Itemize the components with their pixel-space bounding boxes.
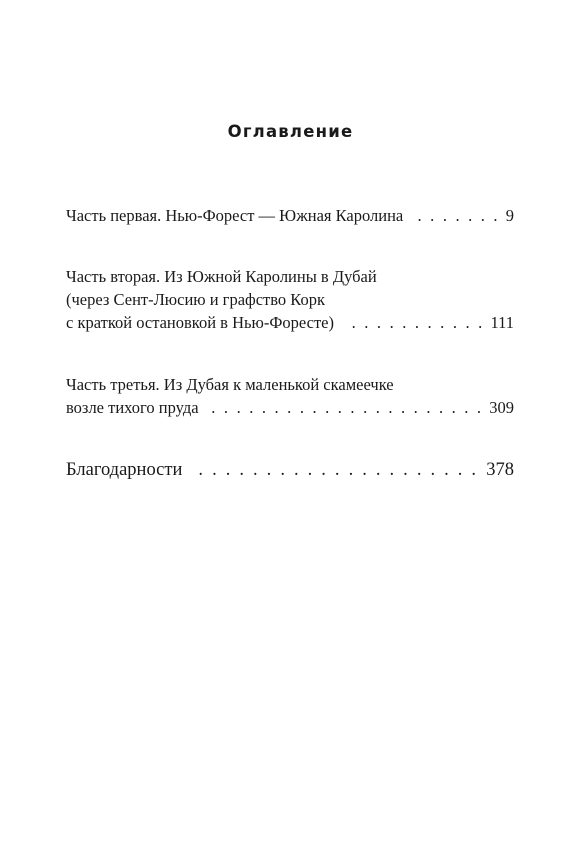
toc-entry-title: Часть первая. Нью-Форест — Южная Каролина [66,206,404,225]
dot-leader [196,459,478,482]
toc-page-number: 378 [486,460,514,480]
dot-leader [207,396,484,419]
toc-entry-line [66,459,514,482]
toc-entry-title: Благодарности [66,460,183,480]
dot-leader [411,204,500,227]
toc-entry-line [66,204,514,227]
toc-entry-title: Часть вторая. Из Южной Каролины в Дубай [66,267,377,286]
toc-page-number: 111 [490,313,514,332]
toc-entry-line [66,288,514,311]
toc-entry-part-three[interactable] [66,373,514,419]
toc-entry-title: Часть третья. Из Дубая к маленькой скамеечке [66,375,394,394]
dot-leader [342,311,484,334]
toc-entry-part-one[interactable] [66,204,514,227]
toc-entry-line [66,311,514,334]
toc-entry-line [66,396,514,419]
toc-heading: Оглавление [227,122,354,141]
toc-entry-title-continued: (через Сент-Люсию и графство Корк [66,290,325,309]
toc-entry-line [66,373,514,396]
toc-entry-line [66,265,514,288]
toc-entry-title-continued: возле тихого пруда [66,398,199,417]
toc-page-number: 309 [489,398,514,417]
toc-entry-acknowledgements[interactable] [66,459,514,482]
toc-page-number: 9 [505,206,514,225]
toc-entry-title-continued: с краткой остановкой в Нью-Форесте) [66,313,334,332]
toc-entry-part-two[interactable] [66,265,514,334]
